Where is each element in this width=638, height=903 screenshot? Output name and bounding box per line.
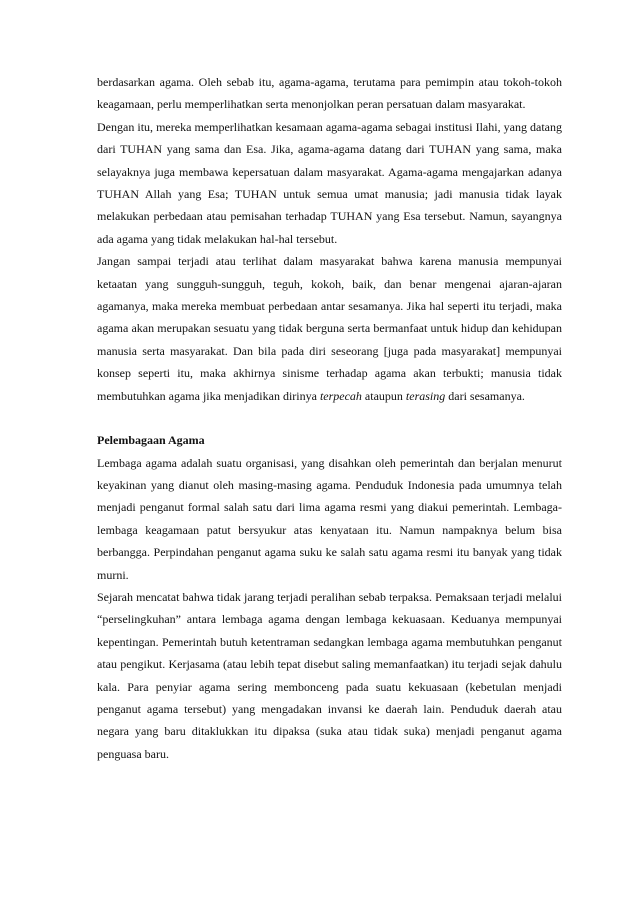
paragraph-5: Sejarah mencatat bahwa tidak jarang terjadi peralihan sebab terpaksa. Pemaksaan terjadi melalui “perselingkuhan” antara lembaga agama dengan lembaga kekuasaan. Keduanya mempunyai kepentingan. Pemerintah butuh ketentraman sedangkan lembaga agama membutuhkan penganut atau pengikut. Kerjasama (atau lebih tepat disebut saling memanfaatkan) itu terjadi sejak dahulu kala. Para penyiar agama sering membonceng pada suatu kekuasaan (kebetulan menjadi penganut agama tersebut) yang mengadakan invansi ke daerah lain. Penduduk daerah atau negara yang baru ditaklukkan itu dipaksa (suka atau tidak suka) menjadi penganut agama penguasa baru. bbox=[97, 589, 562, 761]
paragraph-3-end: dari sesamanya. bbox=[448, 388, 525, 403]
section-heading: Pelembagaan Agama bbox=[97, 433, 205, 448]
paragraph-3 bbox=[97, 250, 562, 407]
paragraph-2: Dengan itu, mereka memperlihatkan kesamaan agama-agama sebagai institusi Ilahi, yang datang dari TUHAN yang sama dan Esa. Jika, agama-agama datang dari TUHAN yang sama, maka selayaknya juga membawa kepersatuan dalam masyarakat. Agama-agama mengajarkan adanya TUHAN Allah yang Esa; TUHAN untuk semua umat manusia; jadi manusia tidak layak melakukan perbedaan atau pemisahan terhadap TUHAN yang Esa tersebut. Namun, sayangnya ada agama yang tidak melakukan hal-hal tersebut. bbox=[97, 119, 562, 246]
paragraph-3-italic-terpecah: terpecah bbox=[319, 388, 362, 403]
paragraph-3-mid: ataupun bbox=[364, 388, 403, 403]
paragraph-1: berdasarkan agama. Oleh sebab itu, agama-agama, terutama para pemimpin atau tokoh-tokoh keagamaan, perlu memperlihatkan serta menonjolkan peran persatuan dalam masyarakat. bbox=[97, 75, 562, 112]
paragraph-3-italic-terasing: terasing bbox=[405, 388, 446, 403]
paragraph-4: Lembaga agama adalah suatu organisasi, yang disahkan oleh pemerintah dan berjalan menurut keyakinan yang dianut oleh masing-masing agama. Penduduk Indonesia pada umumnya telah menjadi penganut formal salah satu dari lima agama resmi yang diakui pemerintah. Lembaga-lembaga keagamaan patut bersyukur atas kenyataan itu. Namun nampaknya belum bisa berbangga. Perpindahan penganut agama suku ke salah satu agama resmi itu banyak yang tidak murni. bbox=[97, 455, 562, 582]
paragraph-3-main: Jangan sampai terjadi atau terlihat dalam masyarakat bahwa karena manusia mempunyai ketaatan yang sungguh-sungguh, teguh, kokoh, baik, dan benar mengenai ajaran-ajaran agamanya, maka mereka membuat perbedaan antar sesamanya. Jika hal seperti itu terjadi, maka agama akan merupakan sesuatu yang tidak berguna serta bermanfaat untuk hidup dan kehidupan manusia serta masyarakat. Dan bila pada diri seseorang [juga pada masyarakat] mempunyai konsep seperti itu, maka akhirnya sinisme terhadap agama akan terbukti; manusia tidak membutuhkan agama jika menjadikan dirinya bbox=[97, 254, 562, 403]
document-page bbox=[97, 71, 562, 765]
